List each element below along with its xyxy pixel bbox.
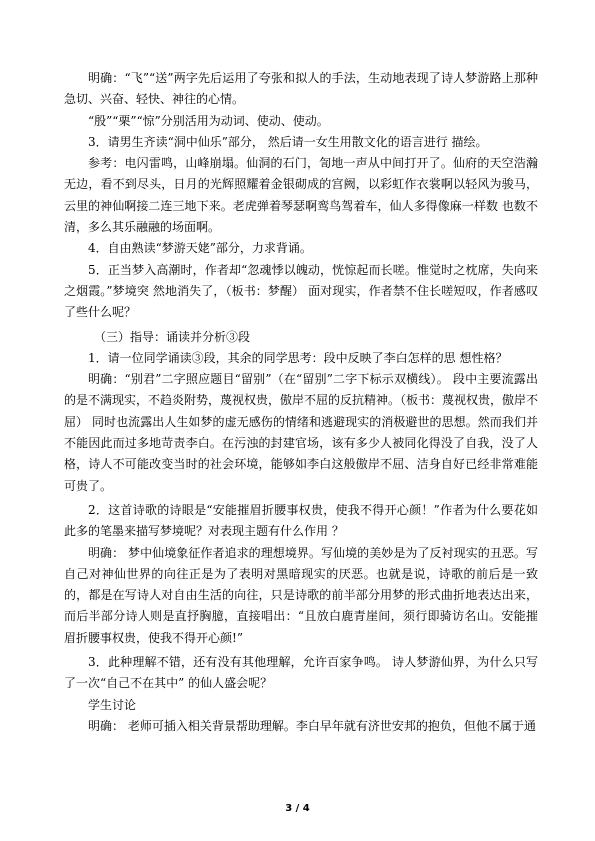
paragraph: 学生讨论 <box>88 697 137 712</box>
section-heading: （三）指导：诵读并分析③段 <box>94 329 251 344</box>
paragraph: 1．请一位同学诵读③段，其余的同学思考：段中反映了李白怎样的思 想性格？ <box>88 350 508 365</box>
paragraph: 3．此种理解不错，还有没有其他理解，允许百家争鸣。 诗人梦游仙界，为什么只写了一次“自己不在其中” 的仙人盛会呢？ <box>64 655 538 691</box>
paragraph: 5．正当梦入高潮时，作者却“忽魂悸以魄动，恍惊起而长嗟。惟觉时之枕席，失向来之烟霞。”梦境突 然地消失了，（板书：梦醒） 面对现实，作者禁不住长嗟短叹，作者感叹了些什么呢？ <box>64 262 538 320</box>
paragraph: “殷”“栗”“惊”分别活用为动词、使动、使动。 <box>88 113 329 128</box>
paragraph: 参考：电闪雷鸣，山峰崩塌。仙洞的石门，訇地一声从中间打开了。仙府的天空浩瀚无边，看不到尽头，日月的光辉照耀着金银砌成的宫阙，以彩虹作衣裳啊以轻风为骏马，云里的神仙啊接二连三地下来。老虎弹着琴瑟啊鸾鸟驾着车，仙人多得像麻一样数 也数不清，多么其乐融融的场面啊。 <box>64 156 538 235</box>
paragraph: 明确：“别君”二字照应题目“留别”（在“留别”二字下标示双横线）。 段中主要流露出的是不满现实，不趋炎附势，蔑视权贵，傲岸不屈的反抗精神。（板书：蔑视权贵，傲岸不屈） 同时也流露出人生如梦的虚无感伤的情绪和逃避现实的消极避世的思想。然而我们并不能因此而过多地苛责李白。在污浊的封建官场，该有多少人被同化得没了自我，没了人格，诗人不可能改变当时的社会环境，能够如李白这般傲岸不屈、洁身自好已经非常难能可贵了。 <box>64 372 539 493</box>
paragraph: 3．请男生齐读“洞中仙乐”部分， 然后请一女生用散文化的语言进行 描绘。 <box>88 134 488 149</box>
document-body <box>64 68 538 737</box>
paragraph: 2．这首诗歌的诗眼是“安能摧眉折腰事权贵，使我不得开心颜！”作者为什么要花如此多的笔墨来描写梦境呢？对表现主题有什么作用 ？ <box>64 502 538 539</box>
page-number: 3 / 4 <box>285 803 310 814</box>
paragraph: 明确：“飞”“送”两字先后运用了夸张和拟人的手法，生动地表现了诗人梦游路上那种急切、兴奋、轻快、神往的心情。 <box>64 71 538 107</box>
paragraph: 4．自由熟读“梦游天姥”部分，力求背诵。 <box>88 241 312 256</box>
paragraph: 明确： 老师可插入相关背景帮助理解。李白早年就有济世安邦的抱负，但他不属于通 <box>88 718 536 733</box>
paragraph: 明确： 梦中仙境象征作者追求的理想境界。写仙境的美妙是为了反衬现实的丑恶。写自己对神仙世界的向往正是为了表明对黑暗现实的厌恶。也就是说，诗歌的前后是一致的，都是在写诗人对自由生活的向往，只是诗歌的前半部分用梦的形式曲折地表达出来，而后半部分诗人则是直抒胸臆，直接唱出：“且放白鹿青崖间，须行即骑访名山。安能摧眉折腰事权贵，使我不得开心颜!” <box>64 545 538 645</box>
